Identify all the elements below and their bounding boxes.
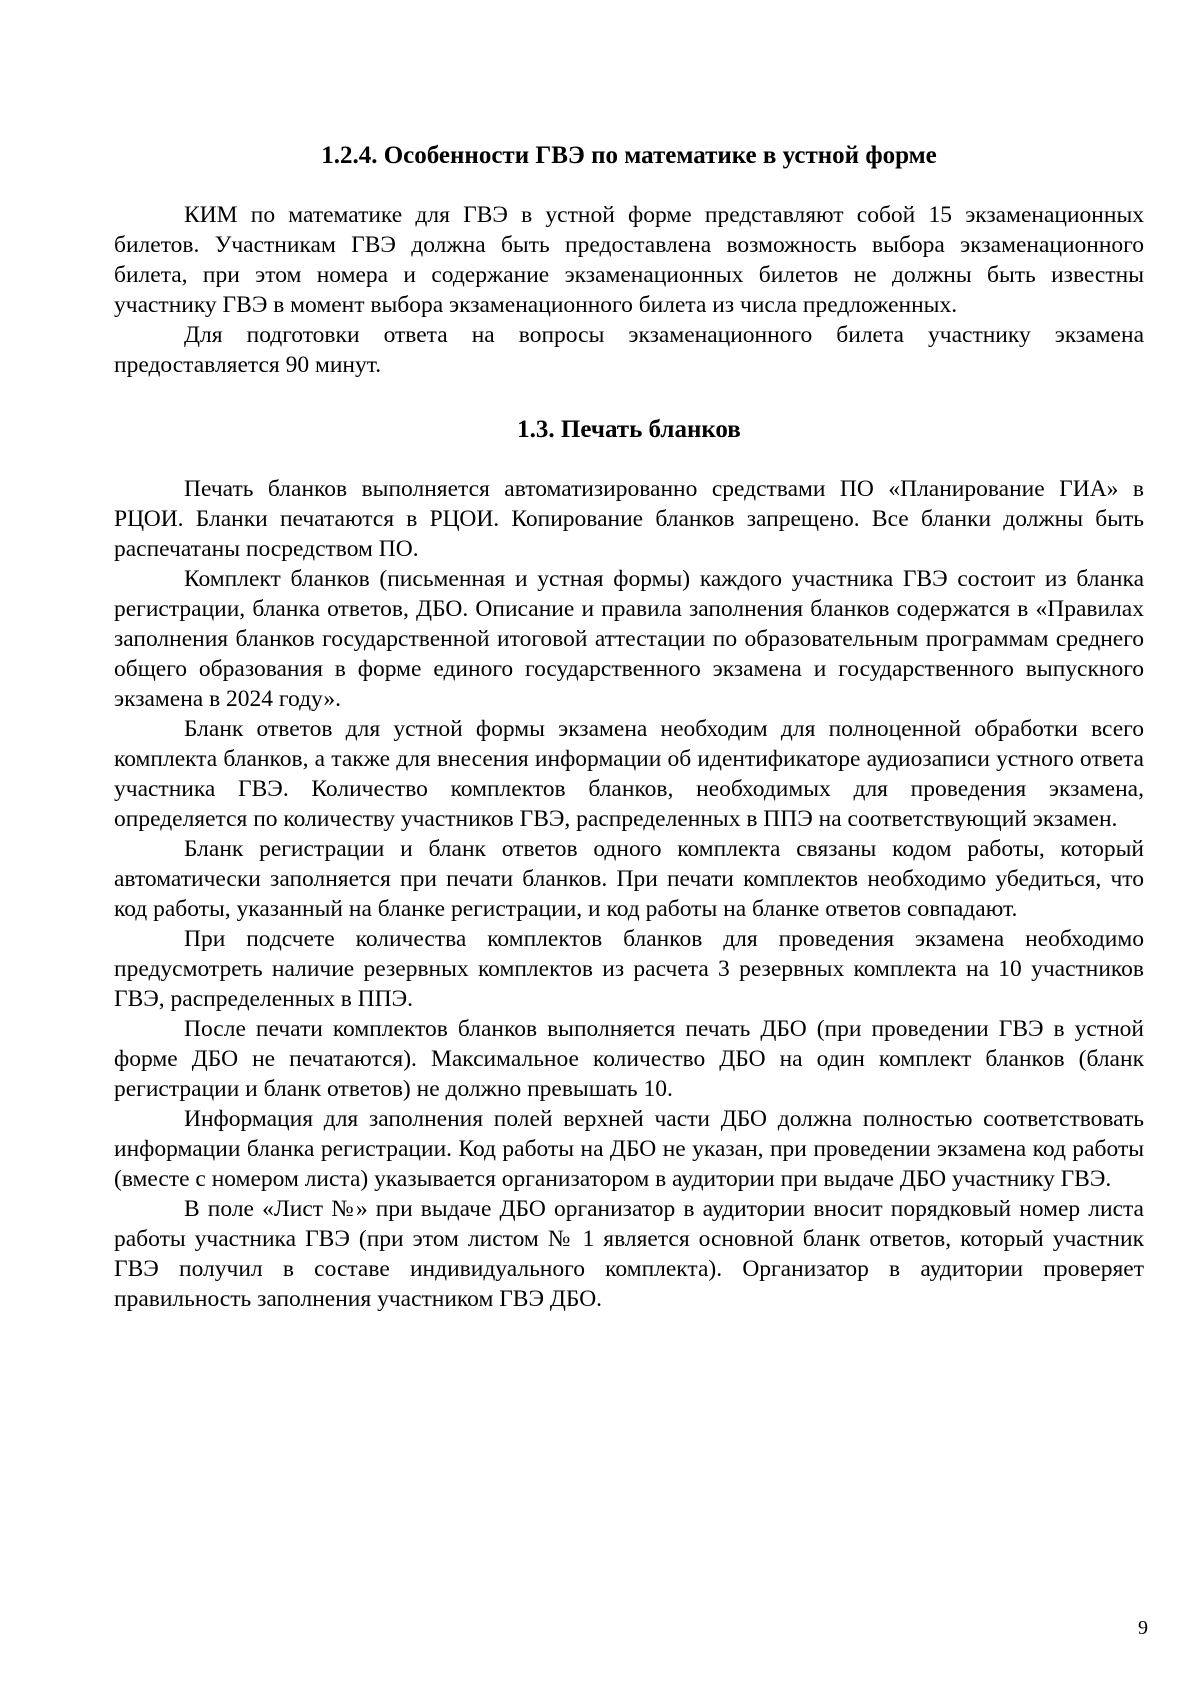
section-title-oral-math: 1.2.4. Особенности ГВЭ по математике в устной форме: [321, 142, 937, 169]
paragraph: Бланк ответов для устной формы экзамена необходим для полноценной обработки всего комплекта бланков, а также для внесения информации об идентификаторе аудиозаписи устного ответа участника ГВЭ. Количество комплектов бланков, необходимых для проведения экзамена, определяется по количеству участников ГВЭ, распределенных в ППЭ на соответствующий экзамен.: [114, 716, 1144, 832]
section-title-printing-forms: 1.3. Печать бланков: [517, 416, 741, 443]
paragraph: При подсчете количества комплектов бланков для проведения экзамена необходимо предусмотреть наличие резервных комплектов из расчета 3 резервных комплекта на 10 участников ГВЭ, распределенных в ППЭ.: [114, 926, 1144, 1012]
paragraph: Информация для заполнения полей верхней части ДБО должна полностью соответствовать информации бланка регистрации. Код работы на ДБО не указан, при проведении экзамена код работы (вместе с номером листа) указывается организатором в аудитории при выдаче ДБО участнику ГВЭ.: [114, 1106, 1144, 1192]
paragraph: КИМ по математике для ГВЭ в устной форме представляют собой 15 экзаменационных билетов. Участникам ГВЭ должна быть предоставлена возможность выбора экзаменационного билета, при этом номера и содержание экзаменационных билетов не должны быть известны участнику ГВЭ в момент выбора экзаменационного билета из числа предложенных.: [114, 202, 1144, 318]
paragraph: Комплект бланков (письменная и устная формы) каждого участника ГВЭ состоит из бланка регистрации, бланка ответов, ДБО. Описание и правила заполнения бланков содержатся в «Правилах заполнения бланков государственной итоговой аттестации по образовательным программам среднего общего образования в форме единого государственного экзамена и государственного выпускного экзамена в 2024 году».: [114, 566, 1144, 712]
page-content: [114, 140, 1144, 1314]
paragraph: Печать бланков выполняется автоматизированно средствами ПО «Планирование ГИА» в РЦОИ. Бланки печатаются в РЦОИ. Копирование бланков запрещено. Все бланки должны быть распечатаны посредством ПО.: [114, 476, 1144, 562]
paragraph: После печати комплектов бланков выполняется печать ДБО (при проведении ГВЭ в устной форме ДБО не печатаются). Максимальное количество ДБО на один комплект бланков (бланк регистрации и бланк ответов) не должно превышать 10.: [114, 1016, 1144, 1102]
paragraph: В поле «Лист №» при выдаче ДБО организатор в аудитории вносит порядковый номер листа работы участника ГВЭ (при этом листом № 1 является основной бланк ответов, который участник ГВЭ получил в составе индивидуального комплекта). Организатор в аудитории проверяет правильность заполнения участником ГВЭ ДБО.: [114, 1196, 1144, 1312]
paragraph: Для подготовки ответа на вопросы экзаменационного билета участнику экзамена предоставляется 90 минут.: [114, 322, 1144, 378]
paragraph: Бланк регистрации и бланк ответов одного комплекта связаны кодом работы, который автоматически заполняется при печати бланков. При печати комплектов необходимо убедиться, что код работы, указанный на бланке регистрации, и код работы на бланке ответов совпадают.: [114, 836, 1144, 922]
page-number: 9: [1138, 1617, 1148, 1639]
